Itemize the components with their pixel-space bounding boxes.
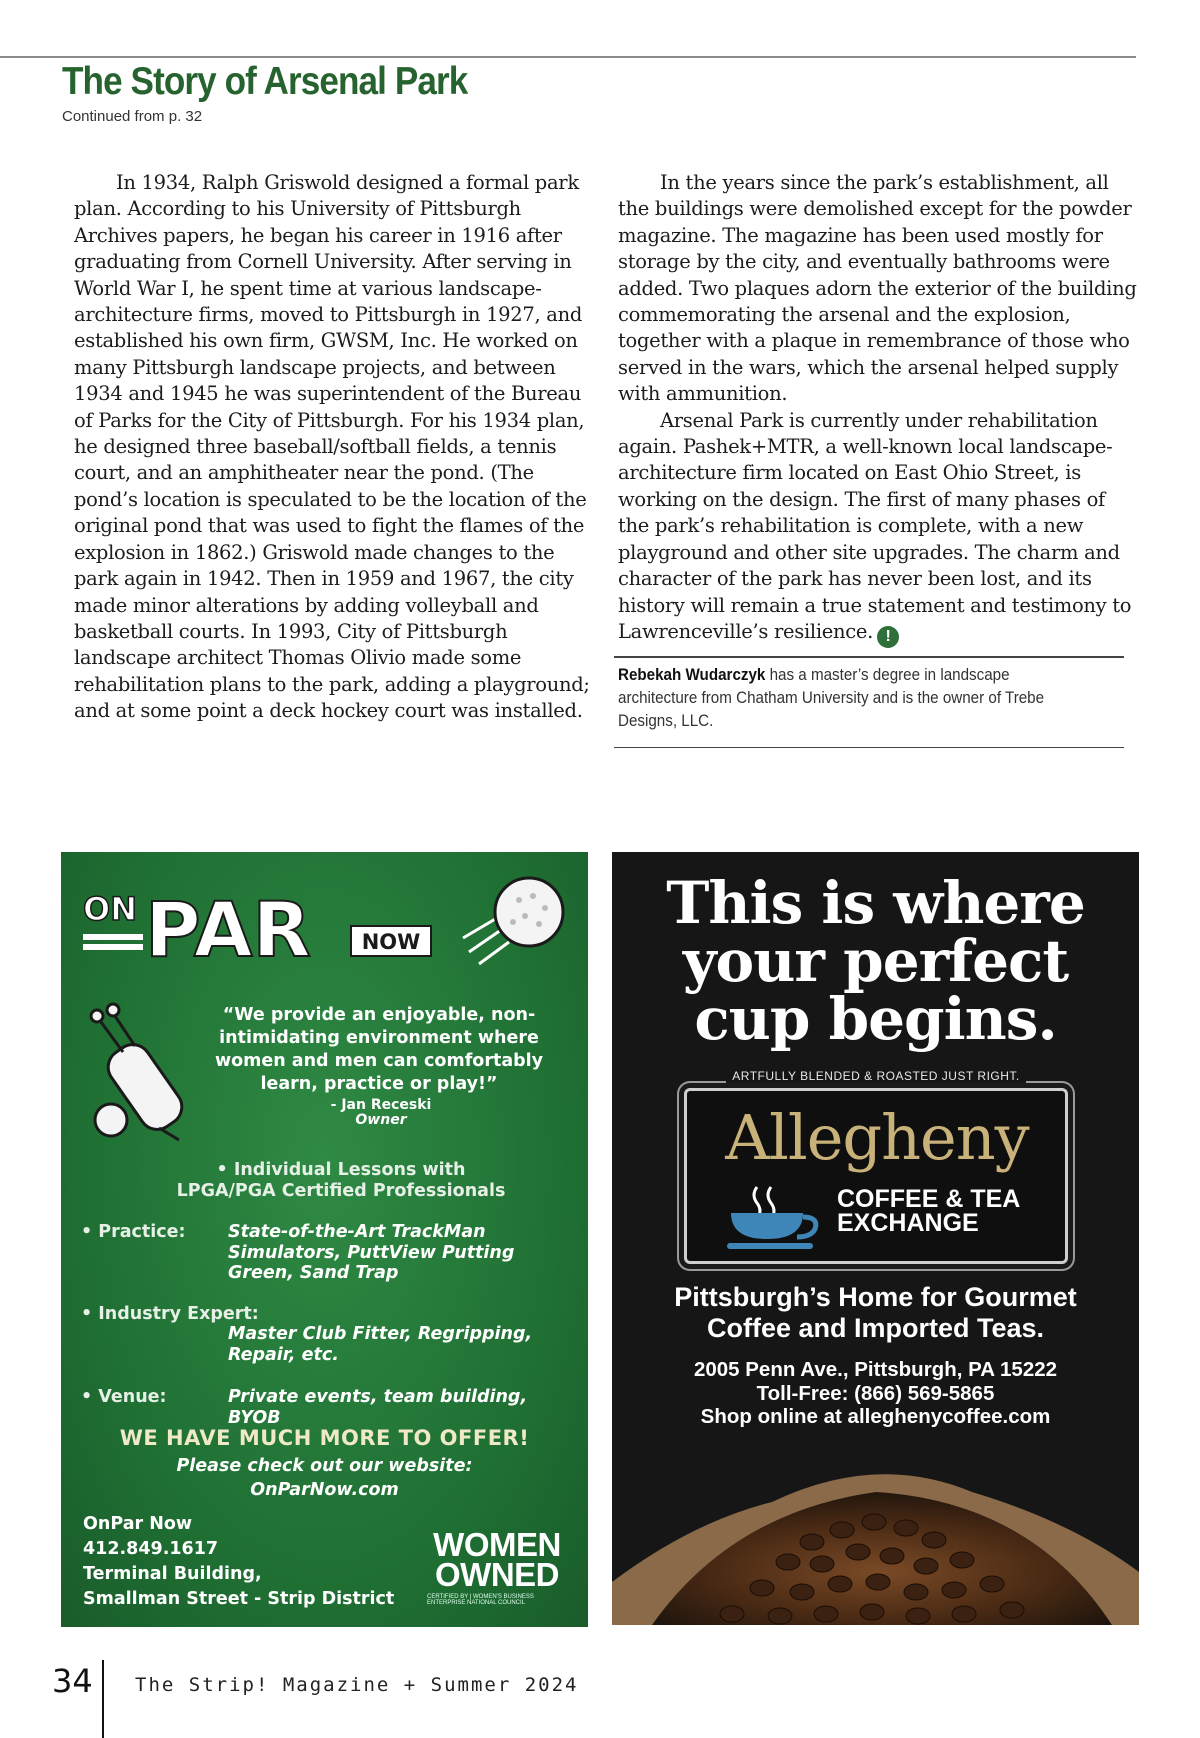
contact-name: OnPar Now	[83, 1514, 193, 1534]
bio-divider-top	[614, 656, 1124, 658]
coffee-website[interactable]: Shop online at alleghenycoffee.com	[700, 1405, 1051, 1428]
lessons-line-2: LPGA/PGA Certified Professionals	[176, 1181, 506, 1201]
headline-line-2: your perfect	[682, 927, 1069, 995]
author-bio	[618, 664, 1084, 733]
women-owned-line-1: WOMEN	[433, 1526, 561, 1563]
coffee-description-line-1: Pittsburgh’s Home for Gourmet	[674, 1282, 1077, 1312]
onpar-contact	[83, 1512, 394, 1612]
top-rule	[0, 56, 1136, 58]
website-link[interactable]: OnParNow.com	[250, 1480, 399, 1500]
logo-tagline-text: ARTFULLY BLENDED & ROASTED JUST RIGHT.	[726, 1069, 1026, 1083]
logo-subtitle	[837, 1187, 1057, 1235]
onpar-logo	[81, 882, 451, 962]
coffee-contact	[612, 1358, 1139, 1429]
golf-bag-icon	[83, 1002, 193, 1152]
lessons-bullet	[121, 1160, 561, 1202]
article-column-left	[74, 170, 590, 725]
coffee-phone: Toll-Free: (866) 569-5865	[756, 1381, 995, 1405]
logo-wordmark: Allegheny	[725, 1101, 1029, 1174]
logo-subtitle-line-1: COFFEE & TEA	[837, 1185, 1021, 1213]
allegheny-coffee-advertisement	[612, 852, 1139, 1625]
continued-from: Continued from p. 32	[62, 108, 203, 125]
much-more-headline: WE HAVE MUCH MORE TO OFFER!	[119, 1426, 530, 1450]
headline-line-3: cup begins.	[694, 985, 1057, 1053]
logo-subtitle-line-2: EXCHANGE	[837, 1209, 979, 1237]
coffee-description	[612, 1282, 1139, 1344]
bio-divider-bottom	[614, 747, 1124, 748]
quote-author-name: - Jan Receski	[330, 1097, 432, 1113]
article-title: The Story of Arsenal Park	[62, 60, 468, 103]
quote-author-role: Owner	[355, 1112, 407, 1128]
coffee-cup-icon	[727, 1183, 827, 1253]
feature-value-industry: Master Club Fitter, Regripping, Repair, etc.	[228, 1324, 533, 1365]
onpar-advertisement	[61, 852, 588, 1627]
logo-on-text: ON	[83, 890, 137, 928]
golf-ball-icon	[461, 872, 571, 972]
footer-divider	[102, 1660, 104, 1738]
end-mark-icon: !	[877, 626, 899, 648]
women-owned-line-2: OWNED	[435, 1556, 559, 1593]
coffee-address: 2005 Penn Ave., Pittsburgh, PA 15222	[693, 1358, 1058, 1381]
logo-tagline	[687, 1069, 1065, 1083]
women-owned-badge	[427, 1526, 567, 1593]
author-bio-text: has a master’s degree in landscape architecture from Chatham University and is the owner of Trebe Designs, LLC.	[618, 666, 1045, 730]
website-callout	[61, 1454, 588, 1502]
article-paragraph-last	[618, 408, 1138, 648]
contact-street: Smallman Street - Strip District	[83, 1589, 395, 1609]
quote-author	[311, 1098, 451, 1128]
feature-label-practice: • Practice:	[81, 1222, 186, 1242]
article-paragraph: In 1934, Ralph Griswold designed a formal park plan. According to his University of Pittsburgh Archives papers, he began his career in 1916 after graduating from Cornell University. After serving in World War I, he spent time at various landscape-architecture firms, moved to Pittsburgh in 1927, and established his own firm, GWSM, Inc. He worked on many Pittsburgh landscape projects, and between 1934 and 1945 he was superintendent of the Bureau of Parks for the City of Pittsburgh. For his 1934 plan, he designed three baseball/softball fields, a tennis court, and an amphitheater near the pond. (The pond’s location is speculated to be the location of the original pond that was used to fight the flames of the explosion in 1862.) Griswold made changes to the park again in 1942. Then in 1959 and 1967, the city made minor alterations by adding volleyball and basketball courts. In 1993, City of Pittsburgh landscape architect Thomas Olivio made some rehabilitation plans to the park, adding a playground; and at some point a deck hockey court was installed.	[74, 171, 590, 723]
feature-label-venue: • Venue:	[81, 1387, 167, 1407]
contact-phone: 412.849.1617	[83, 1539, 219, 1559]
allegheny-logo	[684, 1069, 1068, 1264]
headline-line-1: This is where	[666, 869, 1085, 937]
logo-now-text: NOW	[361, 930, 421, 954]
article-paragraph-text: Arsenal Park is currently under rehabilitation again. Pashek+MTR, a well-known local landscape-architecture firm located on East Ohio Street, is working on the design. The first of many phases of the park’s rehabilitation is complete, with a new playground and other site upgrades. The charm and character of the park has never been lost, and its history will remain a true statement and testimony to Lawrenceville’s resilience.	[618, 408, 1132, 643]
coffee-description-line-2: Coffee and Imported Teas.	[706, 1313, 1045, 1343]
article-column-right	[618, 170, 1138, 648]
lessons-line-1: • Individual Lessons with	[216, 1160, 466, 1180]
magazine-issue: The Strip! Magazine + Summer 2024	[135, 1674, 579, 1696]
coffee-headline	[612, 869, 1139, 1053]
coffee-beans-image	[612, 1432, 1139, 1625]
website-prompt: Please check out our website:	[176, 1456, 473, 1476]
feature-label-industry: • Industry Expert:	[81, 1304, 259, 1324]
logo-par-text: PAR	[145, 885, 312, 962]
women-owned-certification: CERTIFIED BY | WOMEN'S BUSINESS ENTERPRISE NATIONAL COUNCIL	[427, 1594, 534, 1606]
page-number: 34	[52, 1662, 93, 1700]
onpar-quote: “We provide an enjoyable, non-intimidating environment where women and men can comfortably learn, practice or play!”	[214, 1005, 544, 1094]
contact-building: Terminal Building,	[83, 1564, 262, 1584]
feature-value-practice: State-of-the-Art TrackMan Simulators, PuttView Putting Green, Sand Trap	[228, 1222, 515, 1283]
author-name: Rebekah Wudarczyk	[618, 666, 766, 684]
article-paragraph: In the years since the park’s establishment, all the buildings were demolished except for the powder magazine. The magazine has been used mostly for storage by the city, and eventually bathrooms were added. Two plaques adorn the exterior of the building commemorating the arsenal and the explosion, together with a plaque in remembrance of those who served in the wars, which the arsenal helped supply with ammunition.	[618, 171, 1137, 406]
feature-value-venue: Private events, team building, BYOB	[228, 1387, 528, 1428]
